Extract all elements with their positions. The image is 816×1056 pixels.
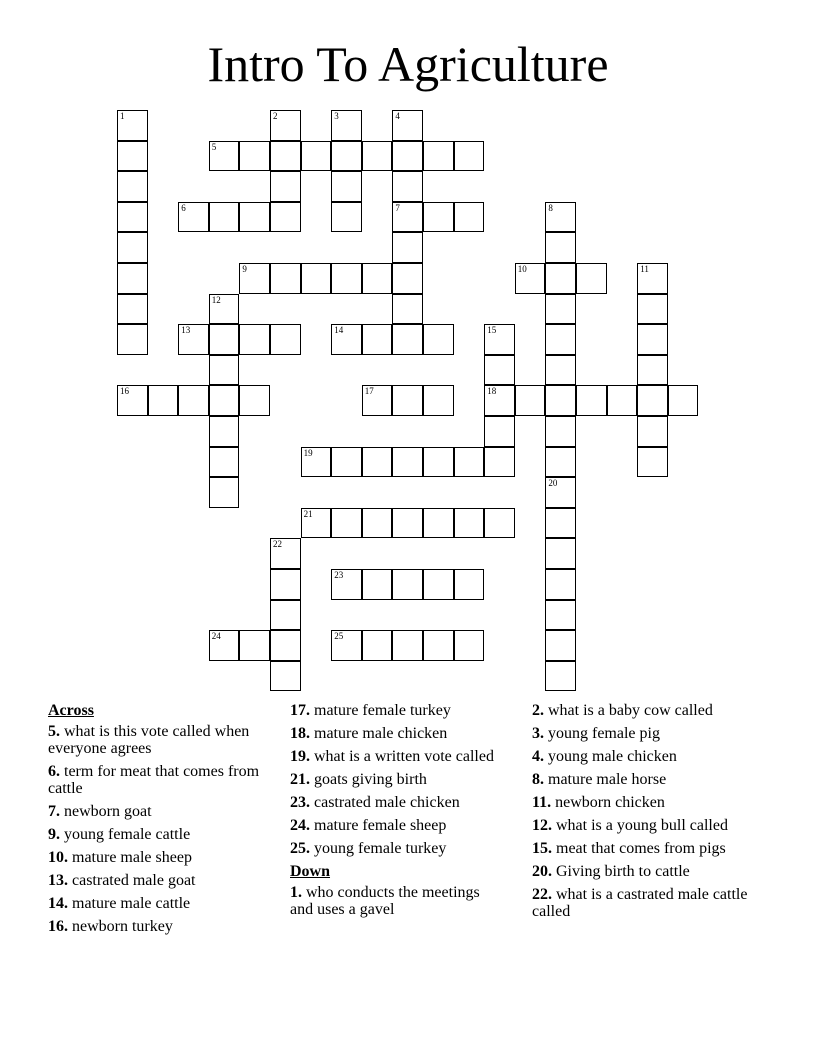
clue-item — [290, 702, 505, 719]
grid-cell[interactable] — [392, 202, 423, 233]
grid-cell[interactable] — [331, 630, 362, 661]
clue-number: 4 — [395, 111, 400, 121]
clue-item — [290, 840, 505, 857]
clue-item-text: castrated male goat — [68, 872, 196, 889]
grid-cell[interactable] — [545, 416, 576, 447]
clue-item-text: young male chicken — [544, 748, 677, 765]
clue-item-number: 20. — [532, 863, 552, 880]
clue-item — [532, 886, 757, 920]
grid-cell[interactable] — [331, 141, 362, 172]
clue-number: 1 — [120, 111, 125, 121]
clue-number: 16 — [120, 386, 129, 397]
clue-number: 24 — [211, 631, 221, 642]
clue-column-2 — [290, 702, 505, 924]
clue-item-text: newborn turkey — [68, 918, 173, 935]
clue-item — [532, 863, 757, 880]
clue-number: 10 — [517, 264, 527, 274]
clue-item-number: 5. — [48, 723, 60, 740]
clue-item — [48, 872, 263, 889]
grid-cell[interactable] — [239, 141, 270, 172]
grid-cell[interactable] — [545, 202, 576, 233]
clue-item — [48, 826, 263, 843]
grid-cell[interactable] — [545, 232, 576, 263]
clue-item-number: 9. — [48, 826, 60, 843]
grid-cell[interactable] — [454, 202, 485, 233]
clue-item-number: 19. — [290, 748, 310, 765]
grid-cell[interactable] — [270, 630, 301, 661]
grid-cell[interactable] — [515, 385, 546, 416]
grid-cell[interactable] — [209, 385, 240, 416]
grid-cell[interactable] — [331, 508, 362, 539]
clue-number: 2 — [273, 111, 278, 121]
clue-number: 25 — [334, 631, 344, 642]
clue-number: 18 — [487, 386, 497, 397]
clue-item — [532, 748, 757, 765]
grid-cell[interactable] — [454, 508, 485, 539]
clue-item-number: 17. — [290, 702, 310, 719]
grid-cell[interactable] — [637, 416, 668, 447]
grid-cell[interactable] — [392, 324, 423, 355]
grid-cell[interactable] — [423, 569, 454, 600]
clue-item — [48, 918, 263, 935]
clue-item — [48, 895, 263, 912]
clue-item — [290, 771, 505, 788]
clue-item-number: 24. — [290, 817, 310, 834]
grid-cell[interactable] — [117, 324, 148, 355]
grid-cell[interactable] — [637, 294, 668, 325]
clue-item-text: what is a written vote called — [310, 748, 494, 765]
grid-cell[interactable] — [209, 447, 240, 478]
grid-cell[interactable] — [545, 385, 576, 416]
clue-item — [532, 817, 757, 834]
grid-cell[interactable] — [484, 508, 515, 539]
grid-cell[interactable] — [270, 202, 301, 233]
grid-cell[interactable] — [392, 508, 423, 539]
clue-item-text: mature male horse — [544, 771, 667, 788]
grid-cell[interactable] — [239, 630, 270, 661]
clue-item-text: Giving birth to cattle — [552, 863, 690, 880]
clue-item — [532, 771, 757, 788]
grid-cell[interactable] — [209, 202, 240, 233]
clue-item-text: mature male sheep — [68, 849, 192, 866]
grid-cell[interactable] — [454, 141, 485, 172]
across-header: Across — [48, 702, 94, 719]
grid-cell[interactable] — [668, 385, 699, 416]
clue-item-text: young female cattle — [60, 826, 191, 843]
grid-cell[interactable] — [545, 538, 576, 569]
grid-cell[interactable] — [209, 477, 240, 508]
clue-item-text: mature male chicken — [310, 725, 448, 742]
grid-cell[interactable] — [209, 324, 240, 355]
grid-cell[interactable] — [392, 569, 423, 600]
clue-item — [290, 817, 505, 834]
grid-cell[interactable] — [178, 324, 209, 355]
clue-item-text: newborn chicken — [551, 794, 665, 811]
grid-cell[interactable] — [117, 171, 148, 202]
grid-cell[interactable] — [270, 141, 301, 172]
clue-number: 15 — [487, 325, 497, 336]
grid-cell[interactable] — [117, 232, 148, 263]
grid-cell[interactable] — [331, 447, 362, 478]
clue-item-number: 7. — [48, 803, 60, 820]
grid-cell[interactable] — [148, 385, 179, 416]
grid-cell[interactable] — [392, 141, 423, 172]
clue-item-text: who conducts the meetings and uses a gavel — [290, 884, 480, 918]
clue-item-text: what is this vote called when everyone agrees — [48, 723, 250, 757]
clue-number: 14 — [334, 325, 344, 336]
puzzle-title: Intro To Agriculture — [207, 36, 609, 92]
grid-cell[interactable] — [576, 385, 607, 416]
clue-item-number: 14. — [48, 895, 68, 912]
grid-cell[interactable] — [331, 202, 362, 233]
clue-number: 9 — [242, 264, 247, 274]
grid-cell[interactable] — [362, 324, 393, 355]
clue-number: 11 — [640, 264, 649, 274]
clue-item — [532, 794, 757, 811]
grid-cell[interactable] — [270, 600, 301, 631]
grid-cell[interactable] — [423, 630, 454, 661]
grid-cell[interactable] — [484, 324, 515, 355]
clue-item-text: goats giving birth — [310, 771, 427, 788]
clue-item-number: 21. — [290, 771, 310, 788]
grid-cell[interactable] — [362, 263, 393, 294]
grid-cell[interactable] — [423, 141, 454, 172]
grid-cell[interactable] — [239, 324, 270, 355]
grid-cell[interactable] — [637, 447, 668, 478]
grid-cell[interactable] — [362, 385, 393, 416]
grid-cell[interactable] — [423, 508, 454, 539]
clue-number: 20 — [548, 478, 558, 489]
grid-cell[interactable] — [117, 110, 148, 141]
clue-item-text: newborn goat — [60, 803, 152, 820]
clue-item-number: 10. — [48, 849, 68, 866]
grid-cell[interactable] — [209, 355, 240, 386]
grid-cell[interactable] — [117, 202, 148, 233]
grid-cell[interactable] — [270, 263, 301, 294]
clue-item-number: 1. — [290, 884, 302, 901]
clue-number: 17 — [364, 386, 374, 397]
clue-item-number: 23. — [290, 794, 310, 811]
clue-item-text: young female pig — [544, 725, 660, 742]
clue-column-3 — [532, 702, 757, 926]
grid-cell[interactable] — [454, 447, 485, 478]
grid-cell[interactable] — [423, 324, 454, 355]
clue-item — [48, 763, 263, 797]
grid-cell[interactable] — [331, 569, 362, 600]
grid-cell[interactable] — [392, 630, 423, 661]
grid-cell[interactable] — [117, 385, 148, 416]
clue-number: 5 — [211, 141, 217, 152]
clue-item — [48, 803, 263, 820]
grid-cell[interactable] — [209, 416, 240, 447]
clue-number: 12 — [211, 294, 221, 305]
grid-cell[interactable] — [209, 630, 240, 661]
clue-item — [290, 748, 505, 765]
clue-item — [532, 702, 757, 719]
grid-cell[interactable] — [545, 600, 576, 631]
grid-cell[interactable] — [331, 324, 362, 355]
grid-cell[interactable] — [178, 385, 209, 416]
grid-cell[interactable] — [270, 110, 301, 141]
grid-cell[interactable] — [362, 569, 393, 600]
clue-item-text: what is a baby cow called — [544, 702, 713, 719]
clue-item-text: what is a young bull called — [552, 817, 728, 834]
grid-cell[interactable] — [239, 263, 270, 294]
grid-cell[interactable] — [331, 263, 362, 294]
grid-cell[interactable] — [454, 569, 485, 600]
grid-cell[interactable] — [178, 202, 209, 233]
clue-item-number: 2. — [532, 702, 544, 719]
grid-cell[interactable] — [117, 263, 148, 294]
grid-cell[interactable] — [209, 294, 240, 325]
grid-cell[interactable] — [239, 385, 270, 416]
clue-item-number: 8. — [532, 771, 544, 788]
clue-item-number: 12. — [532, 817, 552, 834]
clue-item — [532, 725, 757, 742]
grid-cell[interactable] — [484, 355, 515, 386]
grid-cell[interactable] — [423, 202, 454, 233]
clue-number: 3 — [334, 111, 339, 121]
grid-cell[interactable] — [270, 171, 301, 202]
grid-cell[interactable] — [545, 661, 576, 692]
clue-item-text: young female turkey — [310, 840, 447, 857]
grid-cell[interactable] — [362, 508, 393, 539]
clue-item-text: mature female sheep — [310, 817, 447, 834]
grid-cell[interactable] — [301, 263, 332, 294]
grid-cell[interactable] — [545, 324, 576, 355]
clue-number: 13 — [181, 325, 191, 336]
grid-cell[interactable] — [637, 355, 668, 386]
grid-cell[interactable] — [484, 385, 515, 416]
grid-cell[interactable] — [423, 385, 454, 416]
grid-cell[interactable] — [331, 171, 362, 202]
clue-item — [290, 794, 505, 811]
grid-cell[interactable] — [301, 141, 332, 172]
grid-cell[interactable] — [545, 294, 576, 325]
grid-cell[interactable] — [117, 294, 148, 325]
grid-cell[interactable] — [545, 508, 576, 539]
grid-cell[interactable] — [392, 263, 423, 294]
clue-number: 6 — [181, 202, 186, 213]
clue-item — [290, 725, 505, 742]
grid-cell[interactable] — [301, 508, 332, 539]
grid-cell[interactable] — [637, 263, 668, 294]
grid-cell[interactable] — [423, 447, 454, 478]
clue-column-1 — [48, 702, 263, 941]
clue-item-number: 18. — [290, 725, 310, 742]
grid-cell[interactable] — [270, 324, 301, 355]
grid-cell[interactable] — [545, 630, 576, 661]
clue-item-text: what is a castrated male cattle called — [532, 886, 748, 920]
clue-item-text: meat that comes from pigs — [552, 840, 726, 857]
clue-number: 23 — [334, 570, 344, 580]
clue-item-number: 25. — [290, 840, 310, 857]
grid-cell[interactable] — [117, 141, 148, 172]
grid-cell[interactable] — [239, 202, 270, 233]
grid-cell[interactable] — [392, 171, 423, 202]
grid-cell[interactable] — [576, 263, 607, 294]
clue-number: 8 — [548, 202, 553, 213]
grid-cell[interactable] — [454, 630, 485, 661]
grid-cell[interactable] — [270, 661, 301, 692]
clue-number: 7 — [395, 202, 400, 213]
clue-item — [48, 849, 263, 866]
grid-cell[interactable] — [392, 447, 423, 478]
clue-item-number: 3. — [532, 725, 544, 742]
grid-cell[interactable] — [484, 416, 515, 447]
clue-item-number: 11. — [532, 794, 552, 811]
clue-item-number: 16. — [48, 918, 68, 935]
grid-cell[interactable] — [362, 141, 393, 172]
clue-item — [48, 723, 263, 757]
grid-cell[interactable] — [270, 538, 301, 569]
grid-cell[interactable] — [392, 232, 423, 263]
clue-item — [290, 884, 505, 918]
clue-item-text: term for meat that comes from cattle — [48, 763, 260, 797]
clue-item-number: 13. — [48, 872, 68, 889]
grid-cell[interactable] — [607, 385, 638, 416]
grid-cell[interactable] — [545, 263, 576, 294]
grid-cell[interactable] — [484, 447, 515, 478]
clue-item-number: 4. — [532, 748, 544, 765]
grid-cell[interactable] — [209, 141, 240, 172]
grid-cell[interactable] — [545, 355, 576, 386]
grid-cell[interactable] — [362, 630, 393, 661]
grid-cell[interactable] — [545, 447, 576, 478]
grid-cell[interactable] — [392, 294, 423, 325]
clue-item-text: mature male cattle — [68, 895, 191, 912]
grid-cell[interactable] — [545, 569, 576, 600]
clue-item-text: mature female turkey — [310, 702, 451, 719]
grid-cell[interactable] — [362, 447, 393, 478]
clue-item-number: 6. — [48, 763, 60, 780]
clue-number: 21 — [303, 508, 313, 519]
clue-number: 22 — [273, 539, 282, 550]
grid-cell[interactable] — [515, 263, 546, 294]
clue-number: 19 — [303, 447, 313, 458]
grid-cell[interactable] — [545, 477, 576, 508]
grid-cell[interactable] — [301, 447, 332, 478]
down-header: Down — [290, 863, 331, 880]
grid-cell[interactable] — [637, 385, 668, 416]
grid-cell[interactable] — [331, 110, 362, 141]
clue-item-number: 22. — [532, 886, 552, 903]
grid-cell[interactable] — [637, 324, 668, 355]
clue-item-number: 15. — [532, 840, 552, 857]
clue-item — [532, 840, 757, 857]
grid-cell[interactable] — [392, 385, 423, 416]
grid-cell[interactable] — [270, 569, 301, 600]
clue-item-text: castrated male chicken — [310, 794, 460, 811]
grid-cell[interactable] — [392, 110, 423, 141]
